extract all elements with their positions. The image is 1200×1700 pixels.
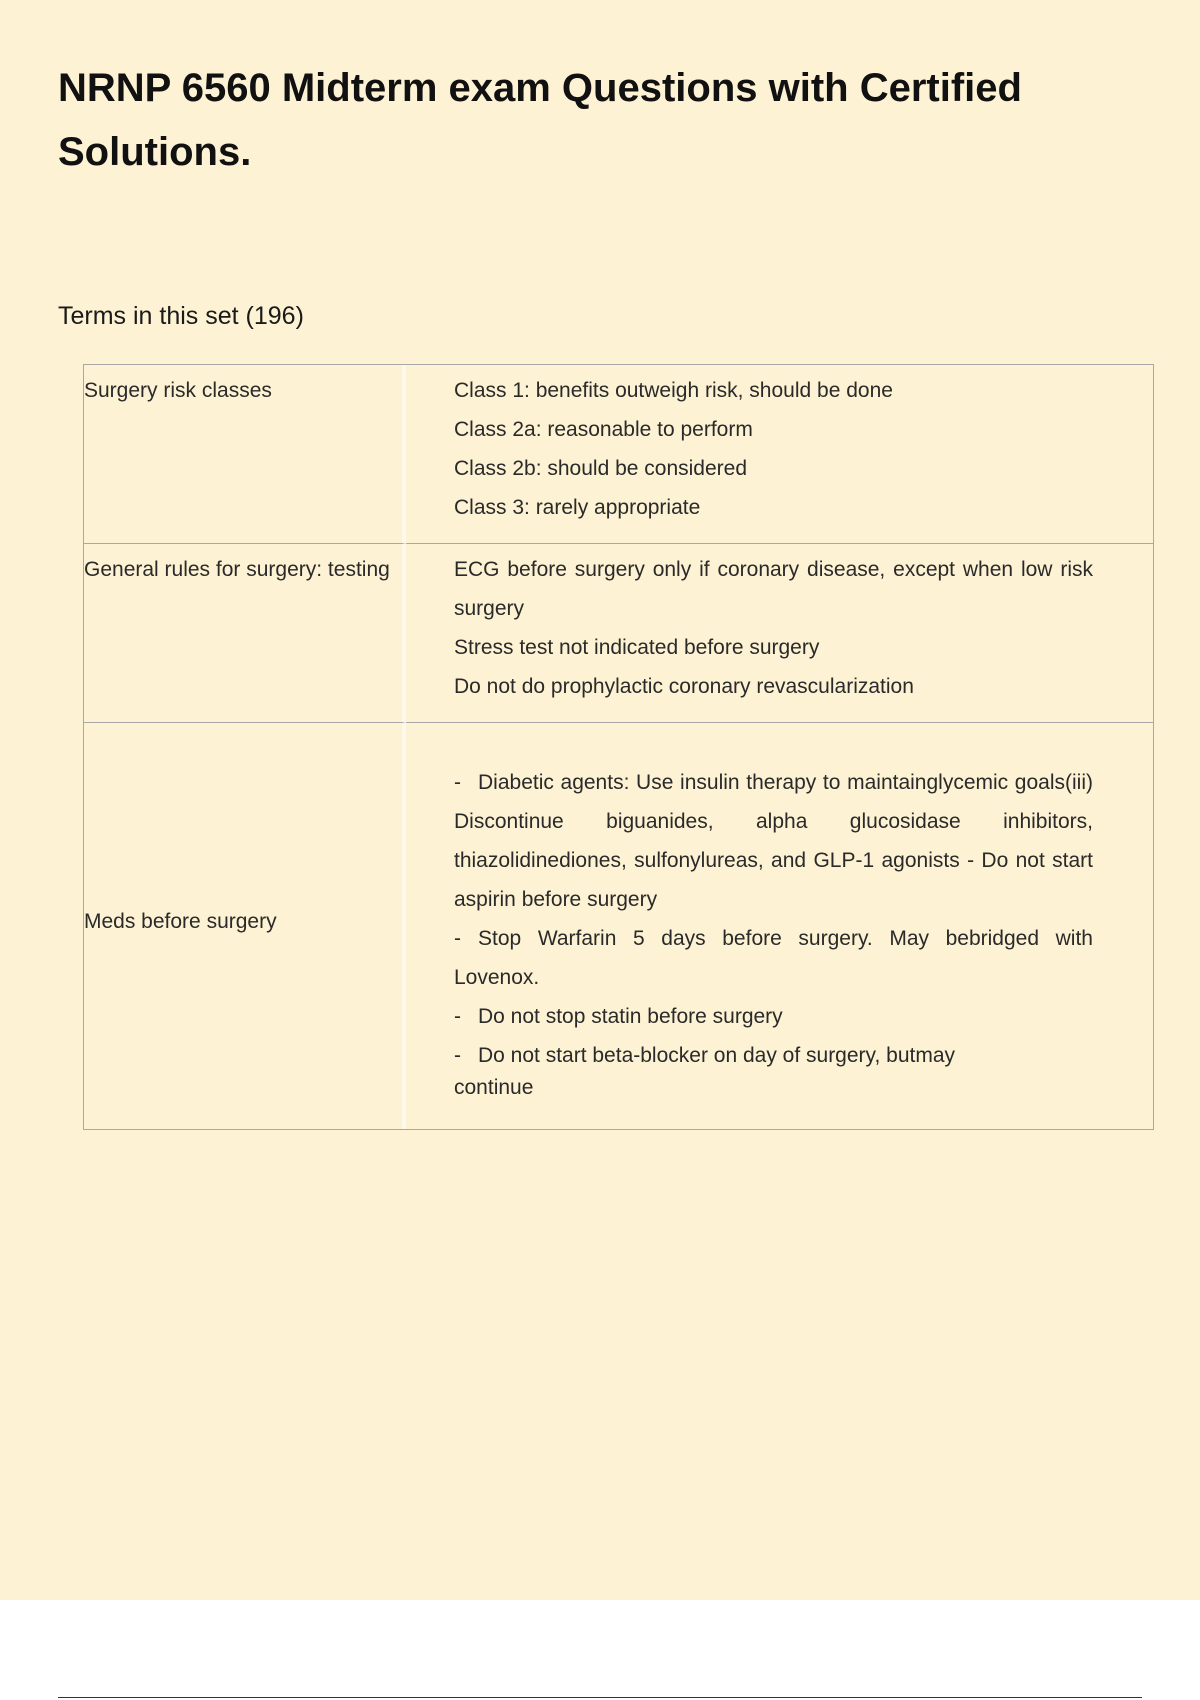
definition-line: Class 2a: reasonable to perform	[454, 418, 753, 441]
term-text: Surgery risk classes	[84, 379, 272, 402]
table-row	[84, 543, 1153, 722]
definition-line: Do not do prophylactic coronary revascularization	[454, 675, 914, 698]
definition-line	[454, 763, 1093, 919]
definition-line	[454, 919, 1093, 997]
bullet-dash: -	[454, 1044, 461, 1067]
term-text: General rules for surgery: testing	[84, 558, 390, 581]
definition-line: Class 3: rarely appropriate	[454, 496, 701, 519]
definition-line	[454, 997, 1093, 1036]
definition-text: Do not start beta-blocker on day of surgery, butmay	[478, 1044, 956, 1067]
definition-cell	[406, 365, 1153, 543]
terms-table	[83, 364, 1154, 1130]
definition-cell	[406, 722, 1153, 1129]
term-cell	[84, 365, 406, 543]
page-title: NRNP 6560 Midterm exam Questions with Certified Solutions.	[58, 66, 1022, 174]
footer-divider	[58, 1697, 1142, 1698]
definition-line: Class 1: benefits outweigh risk, should be done	[454, 379, 893, 402]
definition-line	[454, 1036, 1093, 1075]
definition-text: Stop Warfarin 5 days before surgery. May bebridged with Lovenox.	[454, 927, 1093, 989]
term-text: Meds before surgery	[84, 909, 277, 933]
table-row	[84, 365, 1153, 543]
bullet-dash: -	[454, 771, 461, 794]
definition-line: continue	[454, 1076, 534, 1099]
bullet-dash: -	[454, 927, 461, 950]
term-cell	[84, 722, 406, 1129]
term-cell	[84, 543, 406, 722]
definition-line: Stress test not indicated before surgery	[454, 636, 820, 659]
definition-text: Do not stop statin before surgery	[478, 1005, 783, 1028]
definition-line: Class 2b: should be considered	[454, 457, 748, 480]
terms-count: Terms in this set (196)	[58, 302, 304, 330]
bullet-dash: -	[454, 1005, 461, 1028]
table-row	[84, 722, 1153, 1129]
definition-cell	[406, 543, 1153, 722]
definition-text: Diabetic agents: Use insulin therapy to maintainglycemic goals(iii) Discontinue biguanides, alpha glucosidase inhibitors, thiazolidinediones, sulfonylureas, and GLP-1 agonists - Do not start aspirin before surgery	[454, 771, 1093, 911]
definition-line: ECG before surgery only if coronary disease, except when low risk surgery	[454, 558, 1093, 620]
